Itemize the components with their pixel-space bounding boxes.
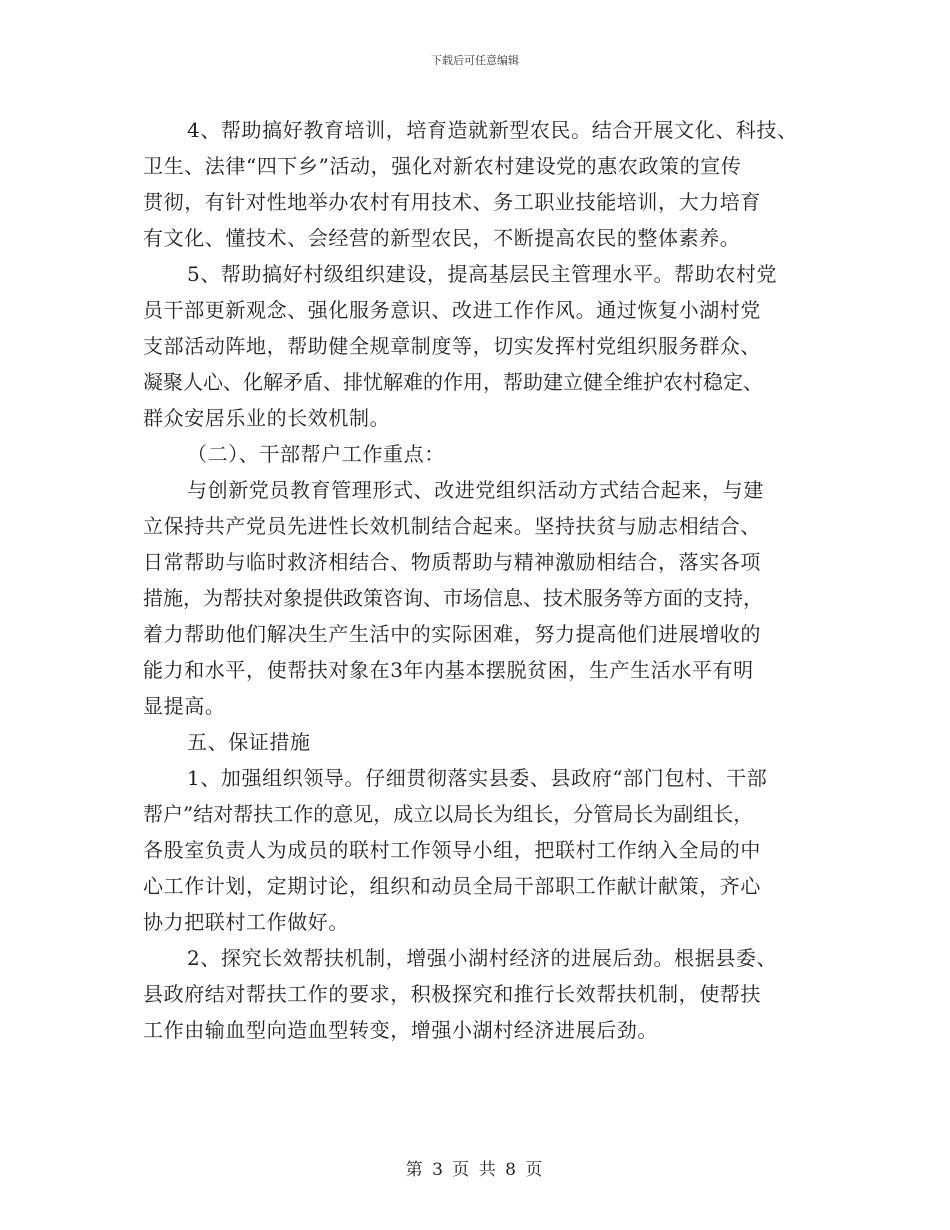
paragraph-line: 措施，为帮扶对象提供政策咨询、市场信息、技术服务等方面的支持，	[143, 586, 763, 610]
paragraph-line: 有文化、懂技术、会经营的新型农民，不断提高农民的整体素养。	[143, 226, 741, 250]
paragraph-line: 员干部更新观念、强化服务意识、改进工作作风。通过恢复小湖村党	[143, 298, 761, 322]
paragraph-line: 贯彻，有针对性地举办农村有用技术、务工职业技能培训，大力培育	[143, 190, 761, 214]
paragraph-line: 卫生、法律“四下乡”活动，强化对新农村建设党的惠农政策的宣传	[143, 154, 742, 178]
paragraph-line: 帮户”结对帮扶工作的意见，成立以局长为组长，分管局长为副组长，	[143, 802, 754, 826]
header-note: 下载后可任意编辑	[431, 54, 519, 67]
paragraph-line: 立保持共产党员先进性长效机制结合起来。坚持扶贫与励志相结合、	[143, 514, 761, 538]
paragraph-line: 县政府结对帮扶工作的要求，积极探究和推行长效帮扶机制，使帮扶	[143, 982, 761, 1006]
paragraph-line: 2、探究长效帮扶机制，增强小湖村经济的进展后劲。根据县委、	[187, 946, 778, 970]
paragraph-line: 1、加强组织领导。仔细贯彻落实县委、县政府“部门包村、干部	[187, 766, 768, 790]
paragraph-line: 日常帮助与临时救济相结合、物质帮助与精神激励相结合，落实各项	[143, 550, 761, 574]
paragraph-line: 着力帮助他们解决生产生活中的实际困难，努力提高他们进展增收的	[143, 622, 761, 646]
section-heading: 五、保证措施	[187, 730, 311, 754]
page-number: 第 3 页 共 8 页	[405, 1160, 545, 1180]
paragraph-line: 协力把联村工作做好。	[143, 910, 349, 934]
paragraph-line: 各股室负责人为成员的联村工作领导小组，把联村工作纳入全局的中	[143, 838, 761, 862]
paragraph-line: 凝聚人心、化解矛盾、排忧解难的作用，帮助建立健全维护农村稳定、	[143, 370, 763, 394]
paragraph-line: 工作由输血型向造血型转变，增强小湖村经济进展后劲。	[143, 1018, 658, 1042]
body-text	[143, 112, 833, 1048]
paragraph-line: 心工作计划，定期讨论，组织和动员全局干部职工作献计献策，齐心	[143, 874, 761, 898]
paragraph-line: 支部活动阵地，帮助健全规章制度等，切实发挥村党组织服务群众、	[143, 334, 761, 358]
section-heading: （二）、干部帮户工作重点：	[187, 442, 445, 466]
paragraph-line: 5、帮助搞好村级组织建设，提高基层民主管理水平。帮助农村党	[187, 262, 778, 286]
paragraph-line: 4、帮助搞好教育培训，培育造就新型农民。结合开展文化、科技、	[187, 118, 798, 142]
paragraph-line: 显提高。	[143, 694, 226, 718]
paragraph-line: 与创新党员教育管理形式、改进党组织活动方式结合起来，与建	[187, 478, 764, 502]
paragraph-line: 能力和水平，使帮扶对象在3年内基本摆脱贫困，生产生活水平有明	[143, 658, 754, 682]
paragraph-line: 群众安居乐业的长效机制。	[143, 406, 391, 430]
